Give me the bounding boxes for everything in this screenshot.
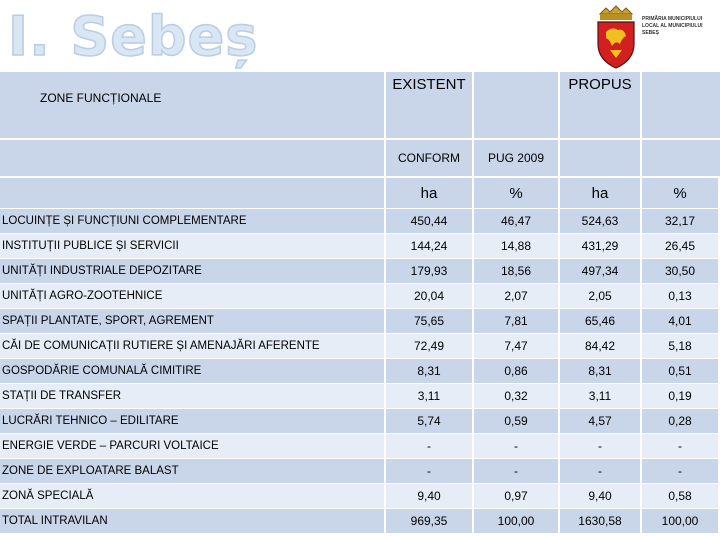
row-value: 1630,58	[560, 509, 640, 533]
unit-header: %	[642, 178, 718, 208]
row-value: 524,63	[560, 209, 640, 233]
row-value: 9,40	[386, 484, 472, 508]
row-value: -	[474, 434, 558, 458]
row-value: 0,86	[474, 359, 558, 383]
page-title: I. Sebeș	[8, 5, 259, 68]
row-value: 0,19	[642, 384, 718, 408]
conform-header: CONFORM	[386, 140, 472, 176]
row-value: 75,65	[386, 309, 472, 333]
header-blank	[474, 72, 558, 138]
row-value: 8,31	[560, 359, 640, 383]
row-value: 18,56	[474, 259, 558, 283]
row-value: 497,34	[560, 259, 640, 283]
row-value: -	[386, 459, 472, 483]
row-value: -	[642, 459, 718, 483]
row-value: 72,49	[386, 334, 472, 358]
existent-header: EXISTENT	[386, 72, 472, 138]
row-value: 2,07	[474, 284, 558, 308]
crest-caption	[642, 16, 718, 37]
row-value: 3,11	[386, 384, 472, 408]
propus-header: PROPUS	[560, 72, 640, 138]
row-value: 84,42	[560, 334, 640, 358]
row-value: 0,58	[642, 484, 718, 508]
row-value: 3,11	[560, 384, 640, 408]
row-value: 2,05	[560, 284, 640, 308]
row-value: 179,93	[386, 259, 472, 283]
row-value: 5,18	[642, 334, 718, 358]
unit-row-blank	[0, 178, 384, 208]
row-label: INSTITUȚII PUBLICE ȘI SERVICII	[0, 234, 384, 258]
row-value: 7,81	[474, 309, 558, 333]
row-label: TOTAL INTRAVILAN	[0, 509, 384, 533]
subheader-blank	[560, 140, 640, 176]
row-value: 9,40	[560, 484, 640, 508]
row-value: -	[642, 434, 718, 458]
unit-header: ha	[560, 178, 640, 208]
crest-line: SEBEȘ	[642, 30, 659, 36]
row-value: -	[560, 459, 640, 483]
pug-header: PUG 2009	[474, 140, 558, 176]
crest-line: LOCAL AL MUNICIPIULUI	[642, 23, 703, 29]
row-value: 969,35	[386, 509, 472, 533]
row-label: UNITĂȚI AGRO-ZOOTEHNICE	[0, 284, 384, 308]
unit-header: ha	[386, 178, 472, 208]
row-value: 0,51	[642, 359, 718, 383]
row-label: UNITĂȚI INDUSTRIALE DEPOZITARE	[0, 259, 384, 283]
row-value: 26,45	[642, 234, 718, 258]
row-value: 144,24	[386, 234, 472, 258]
row-value: 100,00	[642, 509, 718, 533]
row-value: 0,28	[642, 409, 718, 433]
coat-of-arms-icon	[592, 4, 640, 70]
row-label: LOCUINȚE ȘI FUNCȚIUNI COMPLEMENTARE	[0, 209, 384, 233]
subheader-blank	[642, 140, 720, 176]
row-label: SPAȚII PLANTATE, SPORT, AGREMENT	[0, 309, 384, 333]
row-value: 0,59	[474, 409, 558, 433]
row-value: 450,44	[386, 209, 472, 233]
row-label: ZONE DE EXPLOATARE BALAST	[0, 459, 384, 483]
row-label: LUCRĂRI TEHNICO – EDILITARE	[0, 409, 384, 433]
row-value: 0,32	[474, 384, 558, 408]
row-value: 0,13	[642, 284, 718, 308]
row-value: -	[560, 434, 640, 458]
row-value: 7,47	[474, 334, 558, 358]
row-value: 431,29	[560, 234, 640, 258]
row-label: GOSPODĂRIE COMUNALĂ CIMITIRE	[0, 359, 384, 383]
row-label: ENERGIE VERDE – PARCURI VOLTAICE	[0, 434, 384, 458]
row-value: -	[474, 459, 558, 483]
zone-header-label: ZONE FUNCȚIONALE	[40, 91, 162, 105]
row-value: 20,04	[386, 284, 472, 308]
row-label: CĂI DE COMUNICAȚII RUTIERE ȘI AMENAJĂRI AFERENTE	[0, 334, 384, 358]
unit-header: %	[474, 178, 558, 208]
row-label: ZONĂ SPECIALĂ	[0, 484, 384, 508]
row-value: 8,31	[386, 359, 472, 383]
row-value: 32,17	[642, 209, 718, 233]
row-label: STAȚII DE TRANSFER	[0, 384, 384, 408]
header-blank	[642, 72, 720, 138]
row-value: 4,01	[642, 309, 718, 333]
row-value: 5,74	[386, 409, 472, 433]
row-value: 0,97	[474, 484, 558, 508]
row-value: 30,50	[642, 259, 718, 283]
row-value: 4,57	[560, 409, 640, 433]
row-value: 100,00	[474, 509, 558, 533]
row-value: -	[386, 434, 472, 458]
row-value: 46,47	[474, 209, 558, 233]
row-value: 65,46	[560, 309, 640, 333]
subheader-blank	[0, 140, 384, 176]
crest-line: PRIMĂRIA MUNICIPIULUI	[642, 16, 703, 22]
row-value: 14,88	[474, 234, 558, 258]
